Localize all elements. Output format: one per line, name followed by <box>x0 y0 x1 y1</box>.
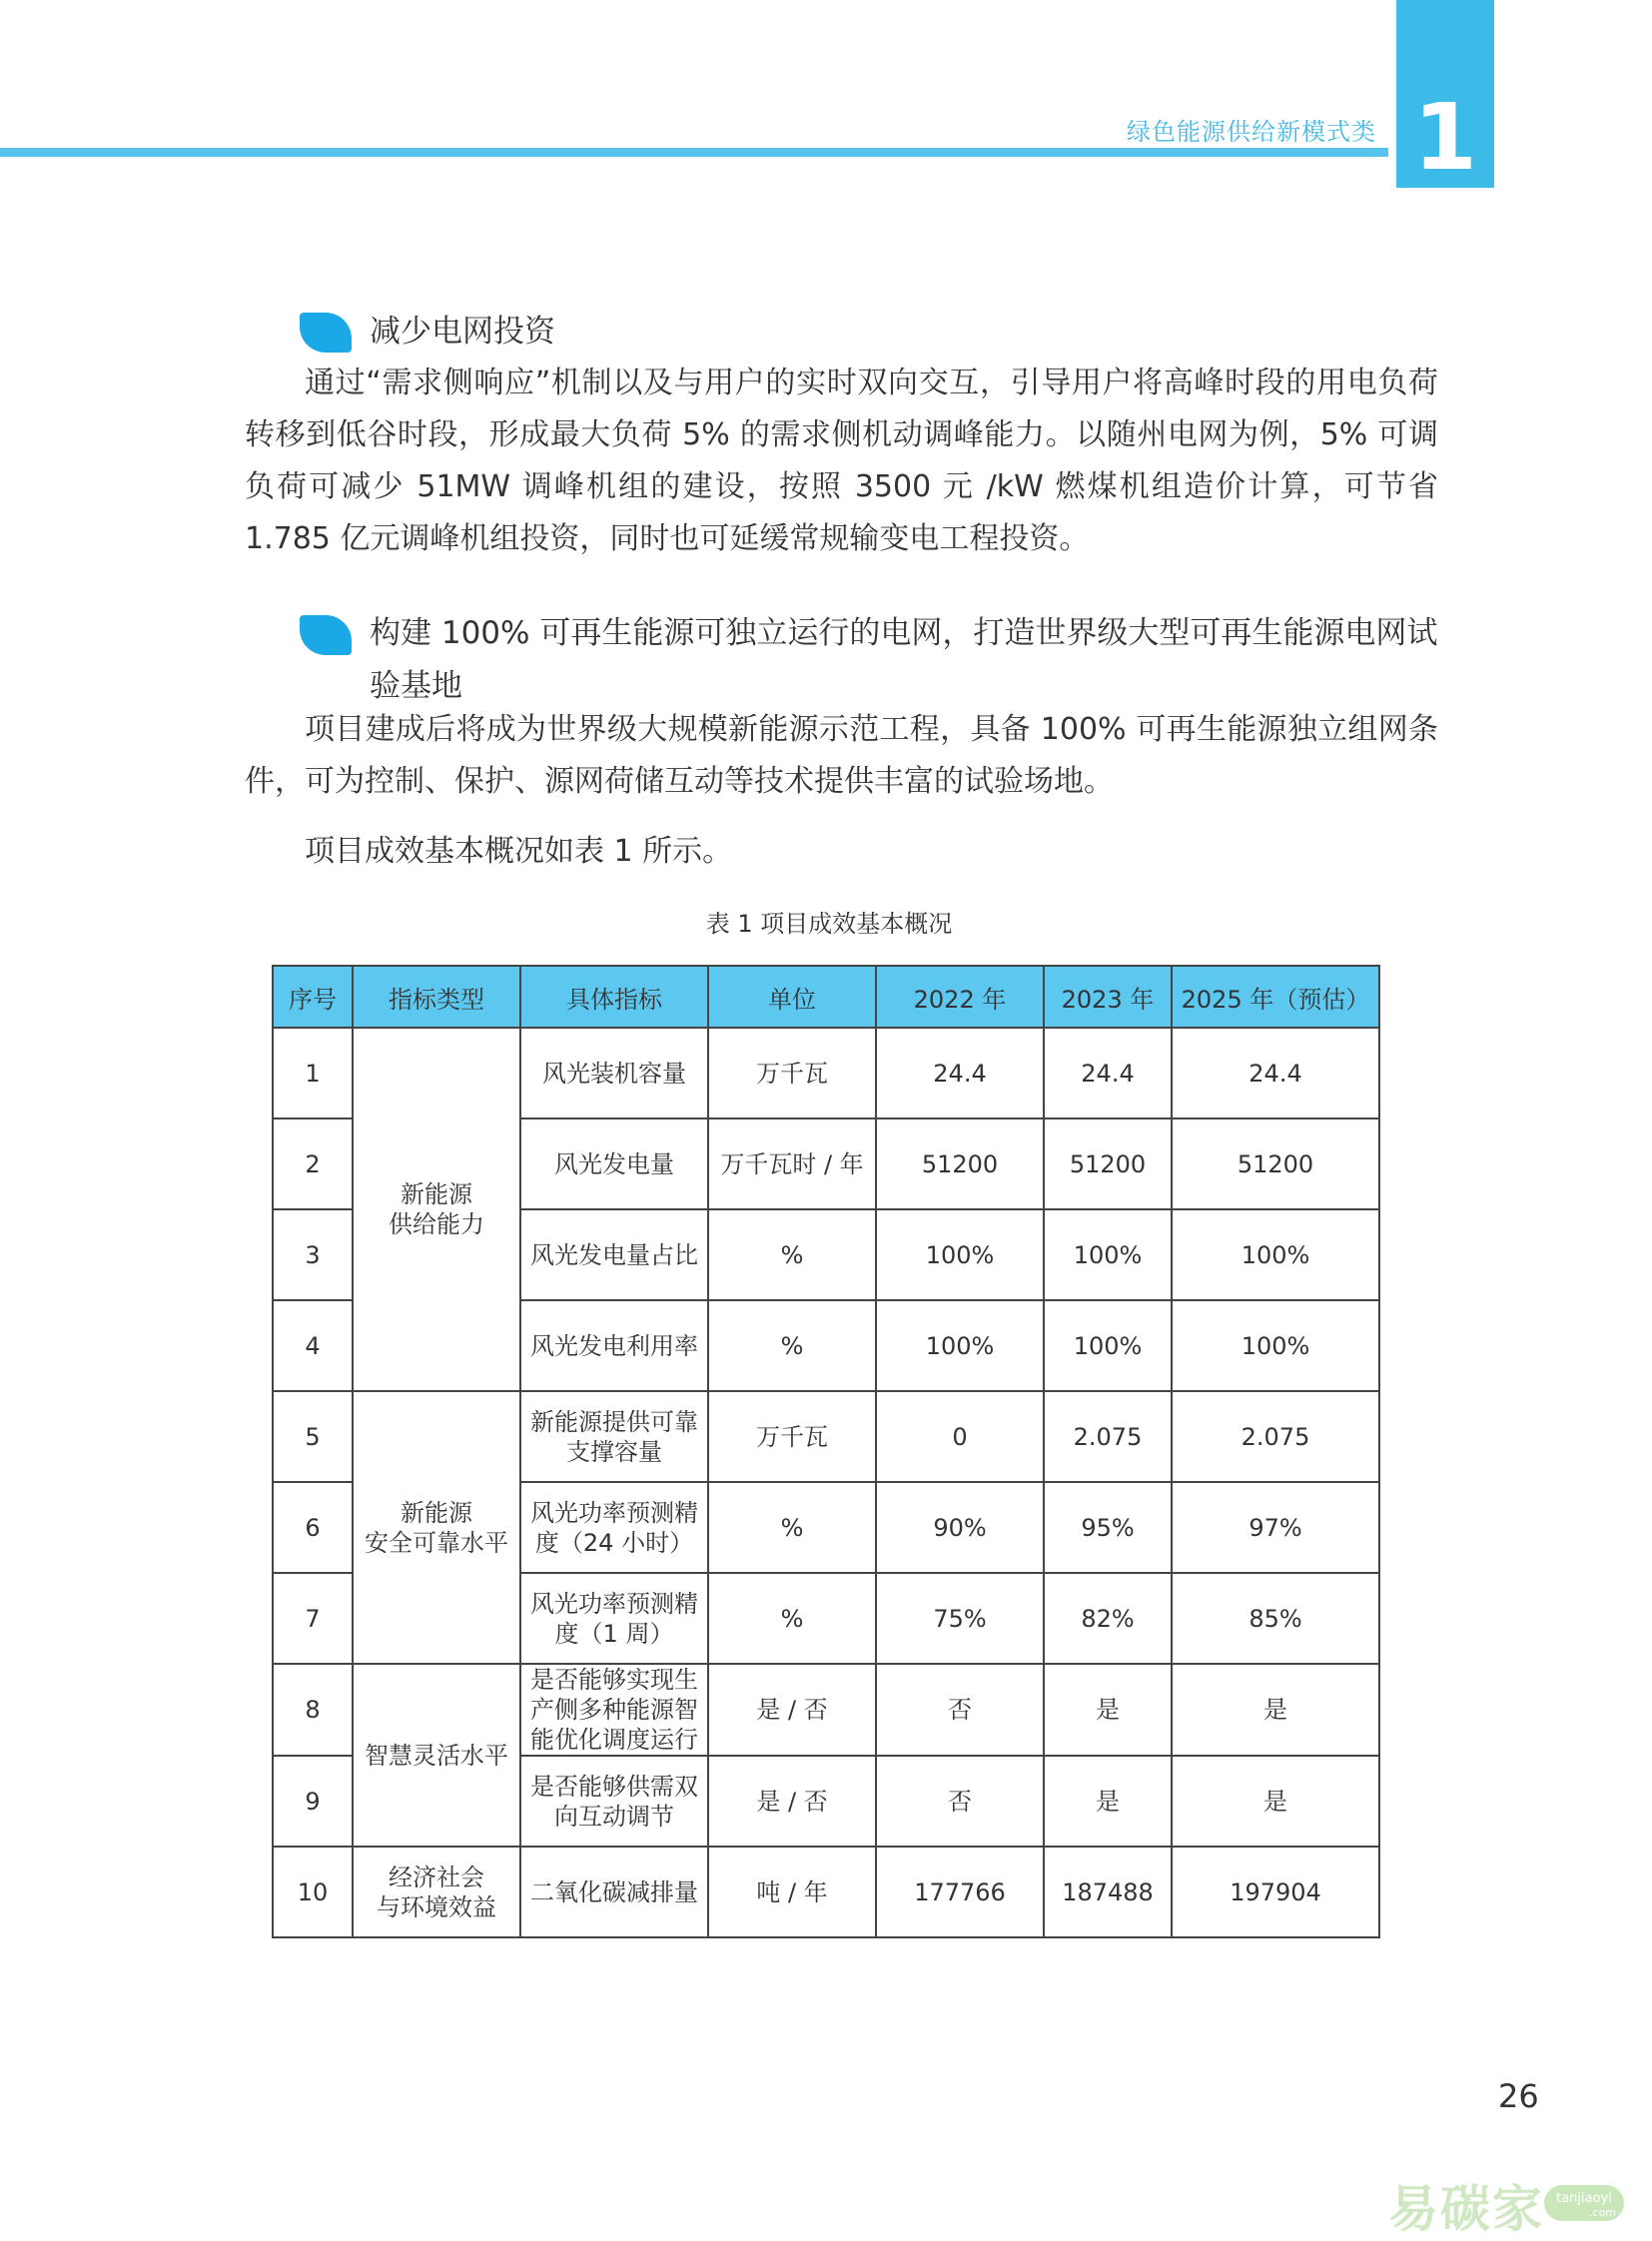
value-2025-cell: 是 <box>1172 1756 1379 1847</box>
value-2022-cell: 90% <box>876 1482 1044 1573</box>
value-2023-cell: 2.075 <box>1044 1391 1172 1482</box>
value-2022-cell: 100% <box>876 1300 1044 1391</box>
value-2025-cell: 100% <box>1172 1300 1379 1391</box>
unit-cell: 万千瓦 <box>708 1028 876 1119</box>
indicator-cell: 风光功率预测精度（1 周） <box>520 1573 708 1664</box>
value-2023-cell: 95% <box>1044 1482 1172 1573</box>
intro-line: 项目成效基本概况如表 1 所示。 <box>305 834 733 869</box>
header-cell: 2025 年（预估） <box>1172 966 1379 1028</box>
row-index: 3 <box>273 1209 353 1300</box>
row-index: 5 <box>273 1391 353 1482</box>
table-row <box>273 1847 1379 1937</box>
leaf-bullet-icon <box>300 615 352 655</box>
chapter-tab <box>1396 0 1494 191</box>
table-row <box>273 1028 1379 1119</box>
indicator-cell: 风光发电量 <box>520 1119 708 1209</box>
watermark-logo <box>1388 2169 1628 2238</box>
value-2022-cell: 0 <box>876 1391 1044 1482</box>
indicator-cell: 风光功率预测精度（24 小时） <box>520 1482 708 1573</box>
value-2023-cell: 51200 <box>1044 1119 1172 1209</box>
header-cell: 2023 年 <box>1044 966 1172 1028</box>
unit-cell: 万千瓦 <box>708 1391 876 1482</box>
value-2023-cell: 187488 <box>1044 1847 1172 1937</box>
value-2025-cell: 24.4 <box>1172 1028 1379 1119</box>
category-cell: 新能源 安全可靠水平 <box>353 1391 520 1664</box>
row-index: 10 <box>273 1847 353 1937</box>
watermark-url: tanjiaoyi <box>1556 2191 1612 2206</box>
row-index: 2 <box>273 1119 353 1209</box>
value-2023-cell: 100% <box>1044 1209 1172 1300</box>
table-row <box>273 1391 1379 1482</box>
leaf-bullet-icon <box>300 313 352 353</box>
unit-cell: 是 / 否 <box>708 1664 876 1756</box>
header-cell: 2022 年 <box>876 966 1044 1028</box>
row-index: 9 <box>273 1756 353 1847</box>
results-table <box>272 965 1380 1938</box>
value-2022-cell: 否 <box>876 1756 1044 1847</box>
unit-cell: 万千瓦时 / 年 <box>708 1119 876 1209</box>
section-heading-1 <box>300 306 1438 362</box>
indicator-cell: 是否能够实现生产侧多种能源智能优化调度运行 <box>520 1664 708 1756</box>
table-row <box>273 1664 1379 1756</box>
indicator-cell: 风光发电利用率 <box>520 1300 708 1391</box>
watermark-domain: .com <box>1589 2206 1616 2219</box>
section-paragraph: 项目建成后将成为世界级大规模新能源示范工程，具备 100% 可再生能源独立组网条件，可为控制、保护、源网荷储互动等技术提供丰富的试验场地。 <box>245 712 1438 799</box>
value-2022-cell: 否 <box>876 1664 1044 1756</box>
category-cell: 新能源 供给能力 <box>353 1028 520 1391</box>
unit-cell: % <box>708 1209 876 1300</box>
value-2023-cell: 24.4 <box>1044 1028 1172 1119</box>
value-2025-cell: 51200 <box>1172 1119 1379 1209</box>
chapter-number: 1 <box>1412 84 1477 191</box>
row-index: 4 <box>273 1300 353 1391</box>
watermark-text: 易碳家 <box>1388 2180 1544 2238</box>
value-2022-cell: 51200 <box>876 1119 1044 1209</box>
value-2023-cell: 是 <box>1044 1756 1172 1847</box>
header-cell: 序号 <box>273 966 353 1028</box>
header-cell: 指标类型 <box>353 966 520 1028</box>
value-2023-cell: 是 <box>1044 1664 1172 1756</box>
value-2022-cell: 24.4 <box>876 1028 1044 1119</box>
indicator-cell: 风光发电量占比 <box>520 1209 708 1300</box>
value-2022-cell: 100% <box>876 1209 1044 1300</box>
value-2023-cell: 82% <box>1044 1573 1172 1664</box>
category-cell: 智慧灵活水平 <box>353 1664 520 1847</box>
row-index: 7 <box>273 1573 353 1664</box>
value-2025-cell: 100% <box>1172 1209 1379 1300</box>
row-index: 8 <box>273 1664 353 1756</box>
unit-cell: 吨 / 年 <box>708 1847 876 1937</box>
indicator-cell: 二氧化碳减排量 <box>520 1847 708 1937</box>
table-header-row <box>273 966 1379 1028</box>
unit-cell: % <box>708 1300 876 1391</box>
section-heading-2 <box>300 607 1438 713</box>
indicator-cell: 新能源提供可靠支撑容量 <box>520 1391 708 1482</box>
header-cell: 具体指标 <box>520 966 708 1028</box>
section-title: 减少电网投资 <box>370 314 555 350</box>
indicator-cell: 风光装机容量 <box>520 1028 708 1119</box>
row-index: 1 <box>273 1028 353 1119</box>
row-index: 6 <box>273 1482 353 1573</box>
page-number: 26 <box>1498 2077 1539 2115</box>
value-2023-cell: 100% <box>1044 1300 1172 1391</box>
category-cell: 经济社会 与环境效益 <box>353 1847 520 1937</box>
chapter-title: 绿色能源供给新模式类 <box>1127 118 1376 146</box>
unit-cell: % <box>708 1573 876 1664</box>
watermark-badge <box>1544 2185 1624 2221</box>
table-caption: 表 1 项目成效基本概况 <box>705 910 953 938</box>
value-2025-cell: 2.075 <box>1172 1391 1379 1482</box>
value-2022-cell: 75% <box>876 1573 1044 1664</box>
section-title: 构建 100% 可再生能源可独立运行的电网，打造世界级大型可再生能源电网试验基地 <box>370 615 1438 704</box>
indicator-cell: 是否能够供需双向互动调节 <box>520 1756 708 1847</box>
value-2022-cell: 177766 <box>876 1847 1044 1937</box>
section-paragraph: 通过“需求侧响应”机制以及与用户的实时双向交互，引导用户将高峰时段的用电负荷转移到低谷时段，形成最大负荷 5% 的需求侧机动调峰能力。以随州电网为例，5% 可调负荷可减少 51MW 调峰机组的建设，按照 3500 元 /kW 燃煤机组造价计算，可节省 1.785 亿元调峰机组投资，同时也可延缓常规输变电工程投资。 <box>245 366 1438 556</box>
value-2025-cell: 85% <box>1172 1573 1379 1664</box>
unit-cell: 是 / 否 <box>708 1756 876 1847</box>
header-cell: 单位 <box>708 966 876 1028</box>
value-2025-cell: 197904 <box>1172 1847 1379 1937</box>
value-2025-cell: 是 <box>1172 1664 1379 1756</box>
value-2025-cell: 97% <box>1172 1482 1379 1573</box>
unit-cell: % <box>708 1482 876 1573</box>
header-rule <box>0 148 1388 157</box>
